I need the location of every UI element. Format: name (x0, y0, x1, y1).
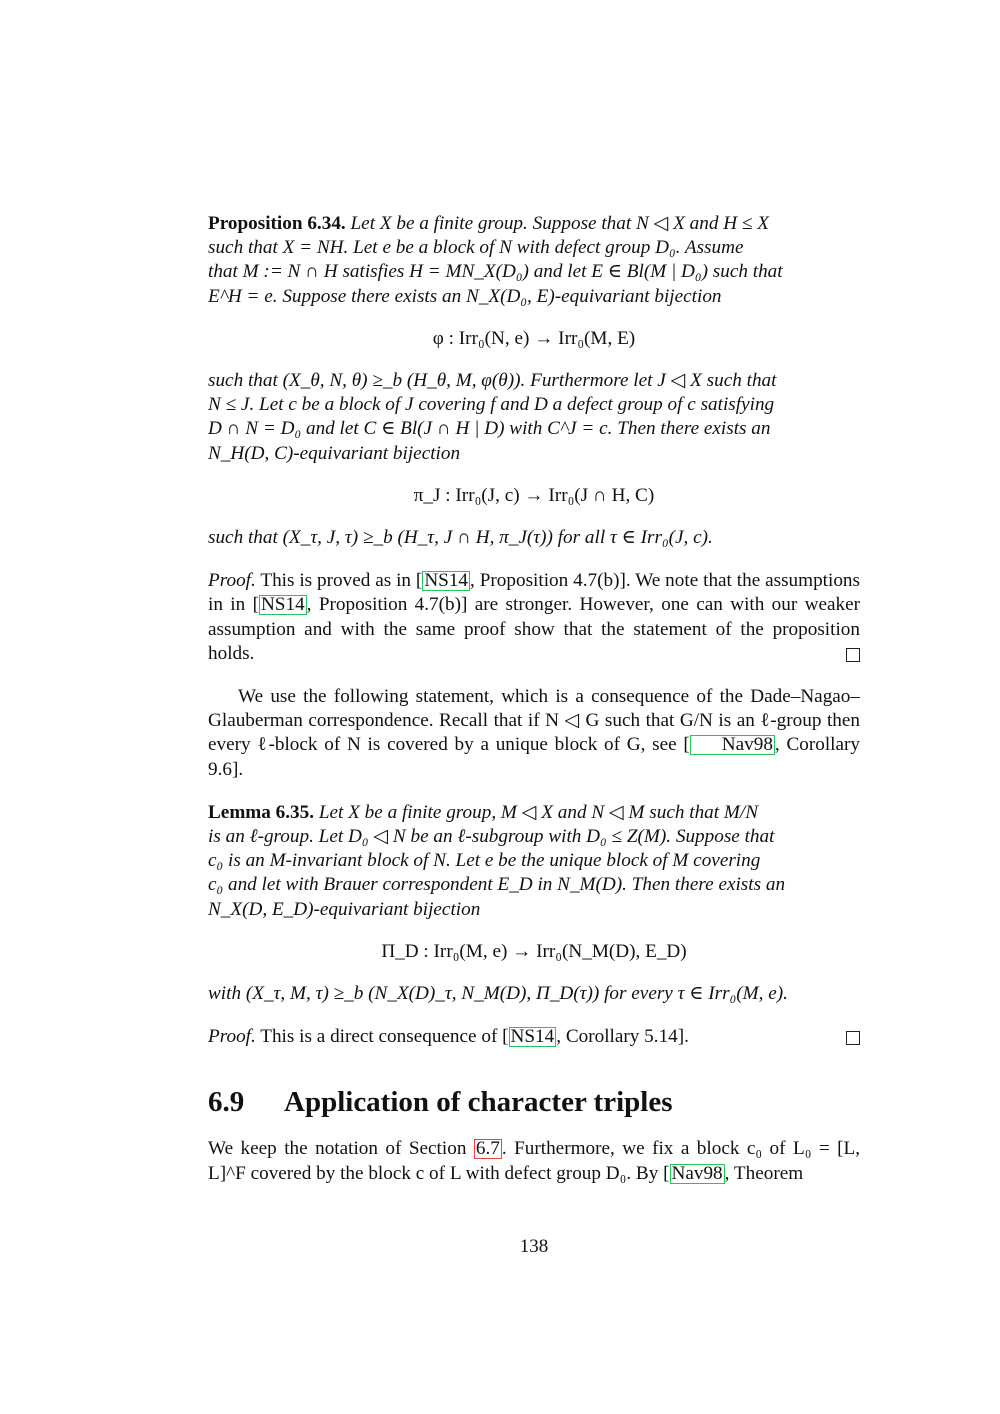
section-heading (208, 1085, 860, 1119)
proof-6-34: Proof. This is proved as in [ NS14 , Proposition 4.7(b)]. We note that the assumptions in in [ NS14 , Proposition 4.7(b)] are stronger. However, one can with our weaker assumption and with the same proof show that the statement of the proposition holds. (208, 570, 861, 664)
prop-line-8: N_H(D, C)-equivariant bijection (208, 442, 461, 464)
paragraph-section-intro: We keep the notation of Section 6.7 . Furthermore, we fix a block c₀ of L₀ = [L, L]^F covered by the block c of L with defect group D₀. By [ Nav98 , Theorem (208, 1138, 861, 1184)
lemma-line-3: c₀ is an M-invariant block of N. Let e be the unique block of M covering (208, 850, 761, 872)
prop-line-2: such that X = NH. Let e be a block of N with defect group D₀. Assume (208, 237, 744, 259)
citation-link[interactable]: NS14 (510, 1026, 555, 1048)
citation-link[interactable]: Nav98 (671, 1162, 723, 1184)
prop-line-7: D ∩ N = D₀ and let C ∈ Bl(J ∩ H | D) with C^J = c. Then there exists an (208, 418, 771, 440)
prop-line-9: such that (X_τ, J, τ) ≥_b (H_τ, J ∩ H, π_J(τ)) for all τ ∈ Irr₀(J, c). (208, 527, 713, 549)
citation-link[interactable]: NS14 (260, 594, 305, 616)
section-title: Application of character triples (284, 1086, 673, 1119)
lemma-line-5: N_X(D, E_D)-equivariant bijection (208, 898, 481, 920)
page-number: 138 (519, 1236, 549, 1257)
proof-label: Proof. (208, 570, 256, 592)
prop-line-1: Let X be a finite group. Suppose that N ◁ X and H ≤ X (350, 213, 769, 234)
proposition-6-34 (208, 212, 860, 550)
citation-link[interactable]: Nav98 (690, 735, 775, 755)
page-body (208, 212, 860, 1186)
prop-line-6: N ≤ J. Let c be a block of J covering f and D a defect group of c satisfying (208, 394, 775, 416)
prop-line-4: E^H = e. Suppose there exists an N_X(D₀, E)-equivariant bijection (208, 285, 722, 307)
section-link[interactable]: 6.7 (475, 1138, 500, 1160)
qed-symbol (846, 1031, 860, 1045)
display-equation-Pi: Π_D : Irr₀(M, e) → Irr₀(N_M(D), E_D) (381, 940, 687, 962)
prop-line-5: such that (X_θ, N, θ) ≥_b (H_θ, M, φ(θ)). Furthermore let J ◁ X such that (208, 370, 777, 392)
citation-link[interactable]: NS14 (424, 570, 469, 592)
prop-line-3: that M := N ∩ H satisfies H = MN_X(D₀) and let E ∈ Bl(M | D₀) such that (208, 261, 783, 283)
lemma-line-6: with (X_τ, M, τ) ≥_b (N_X(D)_τ, N_M(D), Π_D(τ)) for every τ ∈ Irr₀(M, e). (208, 983, 788, 1005)
lemma-line-2: is an ℓ-group. Let D₀ ◁ N be an ℓ-subgroup with D₀ ≤ Z(M). Suppose that (208, 826, 775, 848)
proof-6-35: Proof. This is a direct consequence of [ NS14 , Corollary 5.14]. (208, 1025, 860, 1049)
lemma-6-35 (208, 801, 860, 1006)
display-equation-pi: π_J : Irr₀(J, c) → Irr₀(J ∩ H, C) (413, 484, 655, 506)
section-number: 6.9 (208, 1086, 245, 1119)
lemma-line-4: c₀ and let with Brauer correspondent E_D in N_M(D). Then there exists an (208, 874, 786, 896)
lemma-heading: Lemma 6.35. (208, 801, 315, 823)
paragraph-dade-nagao: We use the following statement, which is a consequence of the Dade–Nagao–Glauberman correspondence. Recall that if N ◁ G such that G/N is an ℓ-group then every ℓ-block of N is covered by a unique block of G, see [ Nav98 , Corollary 9.6]. (208, 686, 860, 780)
proposition-heading: Proposition 6.34. (208, 213, 346, 234)
proof-label: Proof. (208, 1026, 256, 1048)
qed-symbol (846, 648, 860, 662)
lemma-line-1: Let X be a finite group, M ◁ X and N ◁ M such that M/N (318, 801, 759, 823)
display-equation-phi: φ : Irr₀(N, e) → Irr₀(M, E) (432, 327, 636, 349)
